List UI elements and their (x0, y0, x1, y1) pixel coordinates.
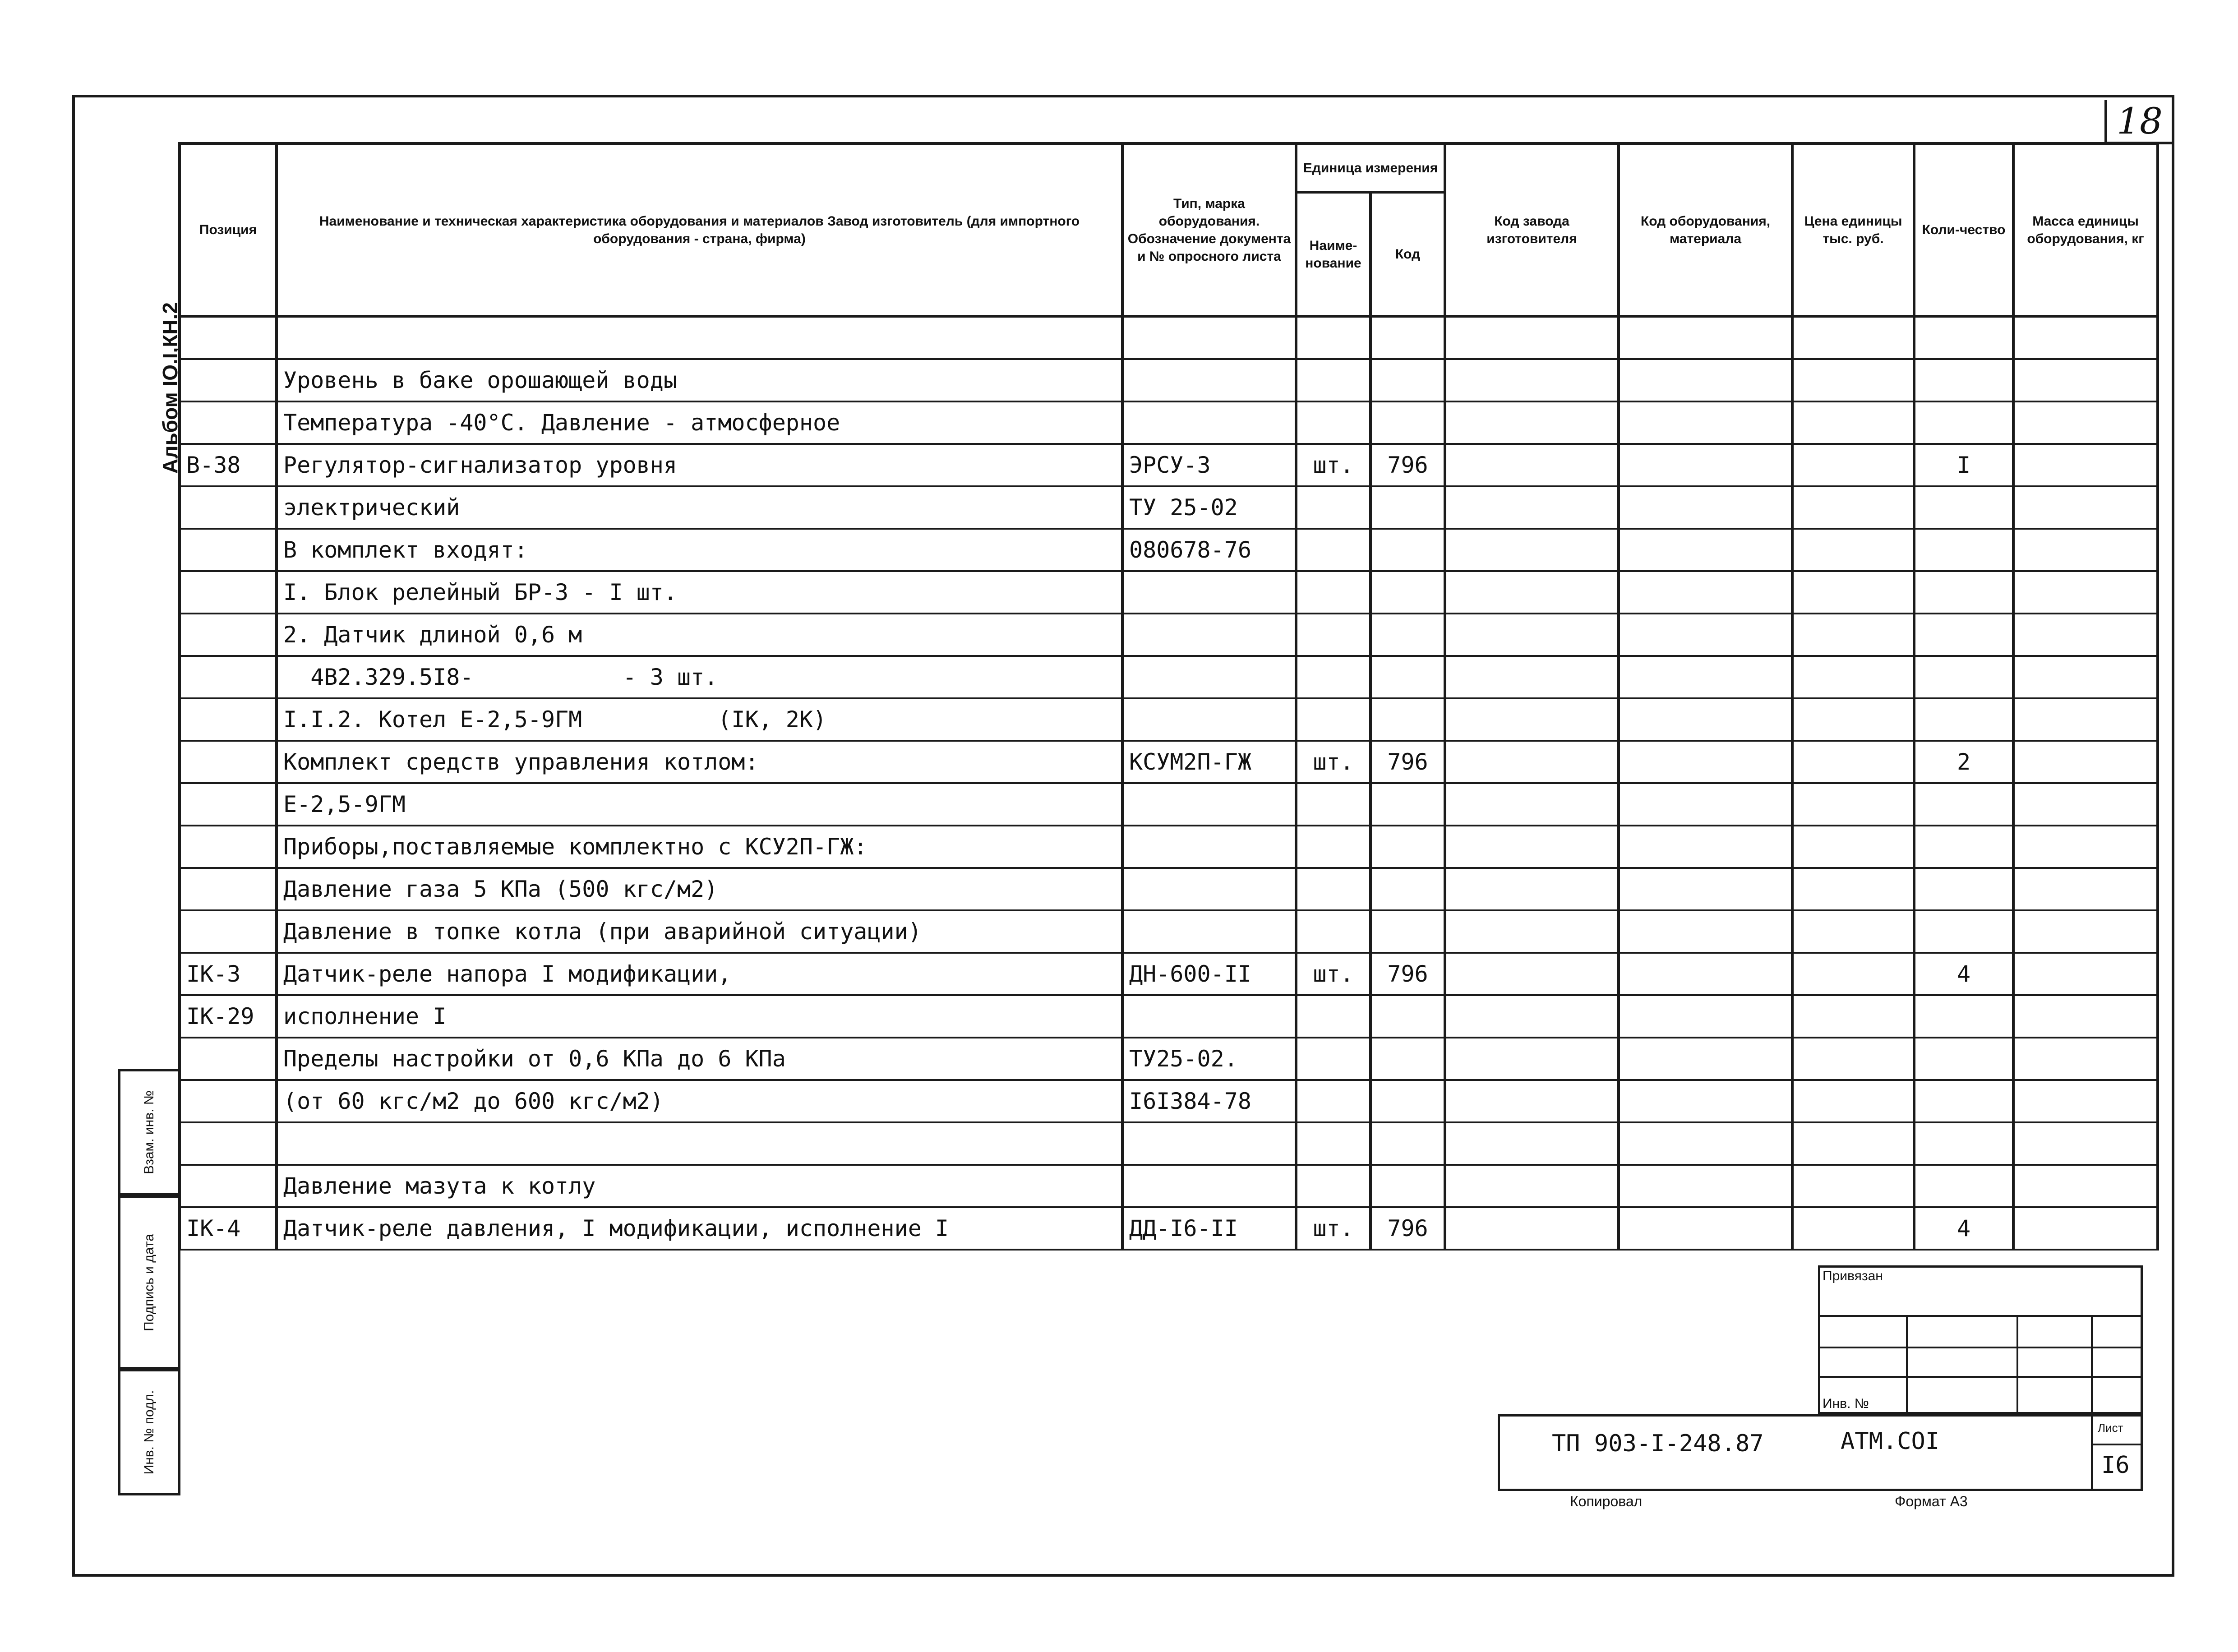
row-unit (1296, 698, 1370, 741)
row-unit (1296, 1165, 1370, 1207)
row-position (180, 910, 277, 953)
row-type: ТУ 25-02 (1122, 486, 1296, 529)
row-qty: 2 (1914, 741, 2013, 783)
stamp-line-3 (1818, 1376, 2143, 1378)
row-unit (1296, 401, 1370, 444)
row-unit (1296, 1038, 1370, 1080)
row-qty (1914, 1122, 2013, 1165)
row-position (180, 1165, 277, 1207)
row-price (1792, 698, 1914, 741)
header-unit-name: Наиме-нование (1296, 192, 1370, 316)
row-maker-code (1445, 783, 1619, 826)
row-qty: 4 (1914, 1207, 2013, 1250)
header-unit-group: Единица измерения (1296, 143, 1445, 192)
row-qty (1914, 910, 2013, 953)
table-row (180, 1080, 2158, 1122)
doc-number: ТП 903-I-248.87 (1552, 1430, 1764, 1457)
row-type (1122, 868, 1296, 910)
row-price (1792, 1080, 1914, 1122)
row-equip-code (1619, 1122, 1792, 1165)
row-equip-code (1619, 783, 1792, 826)
header-mass: Масса единицы оборудования, кг (2013, 143, 2158, 316)
row-equip-code (1619, 444, 1792, 486)
row-equip-code (1619, 910, 1792, 953)
table-row (180, 953, 2158, 995)
row-unit-code (1370, 529, 1445, 571)
row-type: ЭРСУ-3 (1122, 444, 1296, 486)
row-maker-code (1445, 359, 1619, 401)
row-mass (2013, 529, 2158, 571)
row-mass (2013, 1122, 2158, 1165)
row-equip-code (1619, 486, 1792, 529)
row-qty (1914, 316, 2013, 359)
row-maker-code (1445, 826, 1619, 868)
row-position (180, 868, 277, 910)
row-type: 080678-76 (1122, 529, 1296, 571)
stamp-inv-no: Инв. № (1823, 1396, 1869, 1411)
row-type: ДД-I6-II (1122, 1207, 1296, 1250)
row-position (180, 571, 277, 614)
row-name: Уровень в баке орошающей воды (277, 359, 1122, 401)
row-maker-code (1445, 614, 1619, 656)
row-type (1122, 1122, 1296, 1165)
footer-format: Формат А3 (1895, 1493, 1968, 1509)
row-price (1792, 529, 1914, 571)
header-qty: Коли-чество (1914, 143, 2013, 316)
row-unit (1296, 910, 1370, 953)
row-price (1792, 401, 1914, 444)
row-maker-code (1445, 741, 1619, 783)
row-maker-code (1445, 995, 1619, 1038)
row-mass (2013, 614, 2158, 656)
row-equip-code (1619, 1207, 1792, 1250)
row-name: Е-2,5-9ГМ (277, 783, 1122, 826)
row-qty (1914, 529, 2013, 571)
table-row (180, 910, 2158, 953)
row-type (1122, 614, 1296, 656)
row-price (1792, 1165, 1914, 1207)
row-price (1792, 783, 1914, 826)
table-row (180, 571, 2158, 614)
row-maker-code (1445, 1122, 1619, 1165)
row-mass (2013, 826, 2158, 868)
row-type: КСУМ2П-ГЖ (1122, 741, 1296, 783)
row-unit (1296, 783, 1370, 826)
stamp-list-divider (2091, 1414, 2093, 1491)
row-equip-code (1619, 698, 1792, 741)
row-qty (1914, 868, 2013, 910)
row-qty (1914, 656, 2013, 698)
row-equip-code (1619, 529, 1792, 571)
row-maker-code (1445, 316, 1619, 359)
row-name: (от 60 кгс/м2 до 600 кгс/м2) (277, 1080, 1122, 1122)
row-price (1792, 910, 1914, 953)
table-row (180, 614, 2158, 656)
row-unit (1296, 1080, 1370, 1122)
row-name: Температура -40°С. Давление - атмосферное (277, 401, 1122, 444)
row-name: I.I.2. Котел Е-2,5-9ГМ (IК, 2К) (277, 698, 1122, 741)
row-type (1122, 316, 1296, 359)
row-name: исполнение I (277, 995, 1122, 1038)
row-qty (1914, 571, 2013, 614)
header-name: Наименование и техническая характеристика оборудования и материалов Завод изготовитель (для импортного оборудования - страна, фирма) (277, 143, 1122, 316)
row-position (180, 698, 277, 741)
stamp-privyazan-box (1818, 1265, 2143, 1414)
table-row (180, 444, 2158, 486)
row-type (1122, 1165, 1296, 1207)
row-equip-code (1619, 359, 1792, 401)
row-unit-code (1370, 995, 1445, 1038)
row-qty: I (1914, 444, 2013, 486)
row-mass (2013, 486, 2158, 529)
row-equip-code (1619, 953, 1792, 995)
sheet-number: 18 (2104, 100, 2172, 144)
header-type: Тип, марка оборудования. Обозначение документа и № опросного листа (1122, 143, 1296, 316)
row-mass (2013, 401, 2158, 444)
row-position (180, 359, 277, 401)
row-price (1792, 614, 1914, 656)
row-position (180, 614, 277, 656)
row-qty (1914, 1038, 2013, 1080)
row-qty (1914, 401, 2013, 444)
side-box-podpis (118, 1195, 180, 1369)
row-name: 4В2.329.5I8- - 3 шт. (277, 656, 1122, 698)
table-row (180, 1207, 2158, 1250)
row-unit-code (1370, 316, 1445, 359)
row-position (180, 529, 277, 571)
row-equip-code (1619, 741, 1792, 783)
row-equip-code (1619, 571, 1792, 614)
row-position: IК-3 (180, 953, 277, 995)
row-unit-code (1370, 401, 1445, 444)
side-label-inv-podl: Инв. № подл. (142, 1390, 157, 1475)
list-number: I6 (2101, 1452, 2130, 1479)
table-row (180, 316, 2158, 359)
row-qty: 4 (1914, 953, 2013, 995)
row-unit-code: 796 (1370, 953, 1445, 995)
stamp-list-line (2091, 1444, 2143, 1445)
row-unit (1296, 571, 1370, 614)
row-type: I6I384-78 (1122, 1080, 1296, 1122)
row-name: Датчик-реле давления, I модификации, исполнение I (277, 1207, 1122, 1250)
header-equip-code: Код оборудования, материала (1619, 143, 1792, 316)
row-unit (1296, 614, 1370, 656)
row-equip-code (1619, 1165, 1792, 1207)
row-unit-code (1370, 910, 1445, 953)
row-equip-code (1619, 614, 1792, 656)
row-maker-code (1445, 656, 1619, 698)
row-price (1792, 571, 1914, 614)
row-price (1792, 359, 1914, 401)
row-unit: шт. (1296, 444, 1370, 486)
row-unit (1296, 1122, 1370, 1165)
row-unit (1296, 656, 1370, 698)
row-mass (2013, 741, 2158, 783)
row-unit-code (1370, 1038, 1445, 1080)
row-type (1122, 656, 1296, 698)
row-equip-code (1619, 995, 1792, 1038)
row-name: Давление в топке котла (при аварийной ситуации) (277, 910, 1122, 953)
row-name: Регулятор-сигнализатор уровня (277, 444, 1122, 486)
row-mass (2013, 1080, 2158, 1122)
row-unit-code (1370, 698, 1445, 741)
row-position (180, 1080, 277, 1122)
row-unit-code: 796 (1370, 1207, 1445, 1250)
table-row (180, 1165, 2158, 1207)
row-equip-code (1619, 316, 1792, 359)
row-mass (2013, 953, 2158, 995)
row-mass (2013, 1207, 2158, 1250)
row-unit-code (1370, 656, 1445, 698)
row-type (1122, 826, 1296, 868)
row-mass (2013, 1165, 2158, 1207)
row-name: Датчик-реле напора I модификации, (277, 953, 1122, 995)
row-price (1792, 316, 1914, 359)
side-box-vzam (118, 1069, 180, 1195)
row-type (1122, 698, 1296, 741)
row-position (180, 1122, 277, 1165)
row-name: Комплект средств управления котлом: (277, 741, 1122, 783)
row-unit (1296, 486, 1370, 529)
row-maker-code (1445, 1165, 1619, 1207)
row-name: Пределы настройки от 0,6 КПа до 6 КПа (277, 1038, 1122, 1080)
row-mass (2013, 444, 2158, 486)
table-row (180, 1038, 2158, 1080)
row-position (180, 1038, 277, 1080)
row-name (277, 1122, 1122, 1165)
row-price (1792, 868, 1914, 910)
row-type (1122, 571, 1296, 614)
row-unit-code (1370, 1080, 1445, 1122)
album-label: Альбом IO.I,КН.2 (158, 302, 182, 474)
row-equip-code (1619, 868, 1792, 910)
row-unit (1296, 826, 1370, 868)
doc-code: АТМ.СОI (1841, 1428, 1940, 1455)
row-unit-code (1370, 486, 1445, 529)
row-name: 2. Датчик длиной 0,6 м (277, 614, 1122, 656)
row-maker-code (1445, 401, 1619, 444)
row-maker-code (1445, 571, 1619, 614)
row-maker-code (1445, 1038, 1619, 1080)
row-unit-code: 796 (1370, 741, 1445, 783)
row-mass (2013, 656, 2158, 698)
specification-table (178, 142, 2159, 1251)
row-type (1122, 401, 1296, 444)
row-unit (1296, 995, 1370, 1038)
header-price: Цена единицы тыс. руб. (1792, 143, 1914, 316)
stamp-line-1 (1818, 1315, 2143, 1317)
row-unit-code (1370, 1165, 1445, 1207)
row-type (1122, 783, 1296, 826)
row-equip-code (1619, 1038, 1792, 1080)
stamp-privyazan: Привязан (1823, 1269, 1883, 1283)
row-price (1792, 486, 1914, 529)
table-row (180, 783, 2158, 826)
row-name (277, 316, 1122, 359)
row-mass (2013, 868, 2158, 910)
row-unit-code (1370, 826, 1445, 868)
row-maker-code (1445, 529, 1619, 571)
header-unit-code: Код (1370, 192, 1445, 316)
row-position: В-38 (180, 444, 277, 486)
row-mass (2013, 783, 2158, 826)
stamp-line-2 (1818, 1347, 2143, 1348)
row-unit-code (1370, 868, 1445, 910)
row-maker-code (1445, 953, 1619, 995)
row-price (1792, 995, 1914, 1038)
row-position (180, 401, 277, 444)
row-mass (2013, 910, 2158, 953)
row-equip-code (1619, 1080, 1792, 1122)
table-row (180, 529, 2158, 571)
row-price (1792, 1038, 1914, 1080)
row-maker-code (1445, 1207, 1619, 1250)
row-unit-code (1370, 783, 1445, 826)
row-type (1122, 995, 1296, 1038)
row-maker-code (1445, 486, 1619, 529)
row-unit (1296, 868, 1370, 910)
row-type (1122, 910, 1296, 953)
row-unit: шт. (1296, 953, 1370, 995)
row-position (180, 783, 277, 826)
row-price (1792, 656, 1914, 698)
row-qty (1914, 995, 2013, 1038)
row-maker-code (1445, 1080, 1619, 1122)
row-name: электрический (277, 486, 1122, 529)
row-maker-code (1445, 698, 1619, 741)
row-qty (1914, 783, 2013, 826)
row-qty (1914, 1080, 2013, 1122)
row-mass (2013, 571, 2158, 614)
row-unit-code: 796 (1370, 444, 1445, 486)
row-unit-code (1370, 614, 1445, 656)
row-position (180, 826, 277, 868)
row-mass (2013, 359, 2158, 401)
row-equip-code (1619, 401, 1792, 444)
table-row (180, 486, 2158, 529)
row-unit-code (1370, 571, 1445, 614)
row-unit-code (1370, 359, 1445, 401)
table-row (180, 656, 2158, 698)
stamp-vline-1 (1906, 1315, 1908, 1414)
side-label-podpis: Подпись и дата (142, 1233, 157, 1331)
row-equip-code (1619, 826, 1792, 868)
header-maker-code: Код завода изготовителя (1445, 143, 1619, 316)
row-position: IК-4 (180, 1207, 277, 1250)
row-unit: шт. (1296, 741, 1370, 783)
header-position: Позиция (180, 143, 277, 316)
row-price (1792, 741, 1914, 783)
row-type: ДН-600-II (1122, 953, 1296, 995)
table-row (180, 826, 2158, 868)
row-price (1792, 1122, 1914, 1165)
row-maker-code (1445, 868, 1619, 910)
row-price (1792, 1207, 1914, 1250)
stamp-vline-3 (2091, 1315, 2093, 1414)
row-qty (1914, 486, 2013, 529)
stamp-vline-2 (2017, 1315, 2018, 1414)
row-qty (1914, 614, 2013, 656)
row-name: Давление мазута к котлу (277, 1165, 1122, 1207)
row-position (180, 316, 277, 359)
row-type (1122, 359, 1296, 401)
row-unit (1296, 316, 1370, 359)
row-unit: шт. (1296, 1207, 1370, 1250)
footer-copied: Копировал (1570, 1493, 1643, 1509)
row-name: Приборы,поставляемые комплектно с КСУ2П-ГЖ: (277, 826, 1122, 868)
row-type: ТУ25-02. (1122, 1038, 1296, 1080)
row-mass (2013, 316, 2158, 359)
side-label-vzam: Взам. инв. № (142, 1090, 157, 1174)
list-label: Лист (2098, 1421, 2123, 1435)
row-position (180, 656, 277, 698)
table-row (180, 1122, 2158, 1165)
row-mass (2013, 995, 2158, 1038)
row-price (1792, 444, 1914, 486)
row-price (1792, 953, 1914, 995)
row-qty (1914, 698, 2013, 741)
row-qty (1914, 359, 2013, 401)
table-row (180, 359, 2158, 401)
table-row (180, 995, 2158, 1038)
table-row (180, 401, 2158, 444)
row-maker-code (1445, 910, 1619, 953)
row-unit (1296, 529, 1370, 571)
row-mass (2013, 1038, 2158, 1080)
row-maker-code (1445, 444, 1619, 486)
row-position (180, 741, 277, 783)
row-equip-code (1619, 656, 1792, 698)
table-row (180, 868, 2158, 910)
row-qty (1914, 1165, 2013, 1207)
row-name: I. Блок релейный БР-3 - I шт. (277, 571, 1122, 614)
row-name: Давление газа 5 КПа (500 кгс/м2) (277, 868, 1122, 910)
row-mass (2013, 698, 2158, 741)
row-position: IК-29 (180, 995, 277, 1038)
table-row (180, 741, 2158, 783)
row-position (180, 486, 277, 529)
row-unit-code (1370, 1122, 1445, 1165)
row-name: В комплект входят: (277, 529, 1122, 571)
row-qty (1914, 826, 2013, 868)
row-unit (1296, 359, 1370, 401)
table-row (180, 698, 2158, 741)
row-price (1792, 826, 1914, 868)
side-box-inv-podl (118, 1369, 180, 1495)
